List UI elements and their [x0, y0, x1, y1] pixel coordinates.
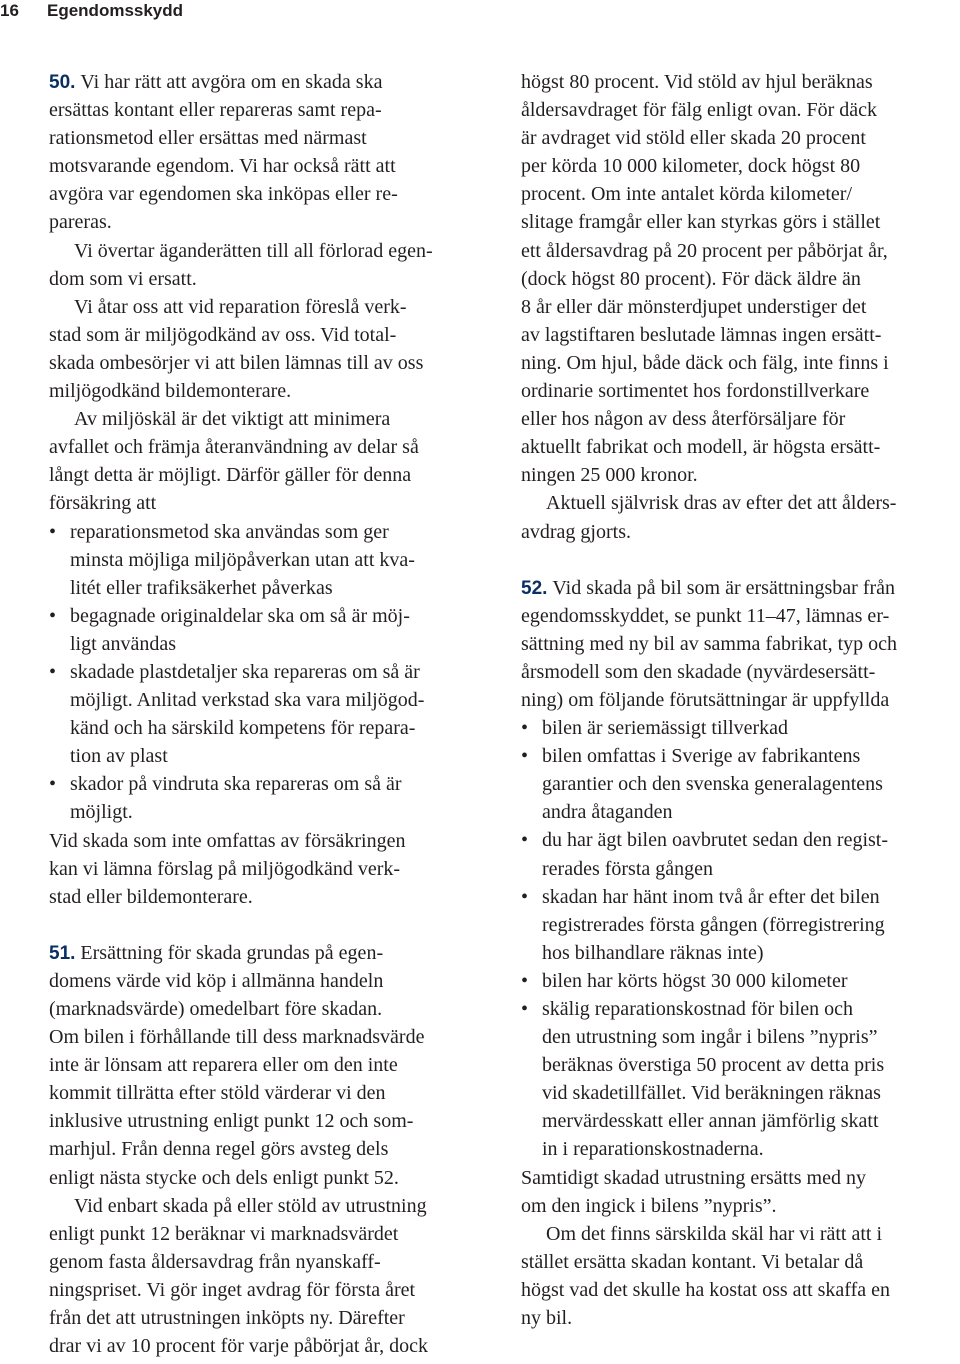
bullet-item: [521, 826, 958, 854]
line-text: bilen har körts högst 30 000 kilometer: [542, 969, 848, 992]
line-text: enligt punkt 12 beräknar vi marknadsvärdet: [49, 1222, 399, 1245]
bullet-item: [521, 995, 958, 1023]
line-text: ningspriset. Vi gör inget avdrag för första året: [49, 1278, 416, 1301]
line-text: litét eller trafiksäkerhet påverkas: [70, 576, 333, 599]
line-text: procent. Om inte antalet körda kilometer/: [521, 183, 852, 206]
text-line: [49, 68, 497, 96]
text-line: [521, 602, 958, 630]
text-line: [49, 1023, 497, 1051]
text-line: [49, 152, 497, 180]
line-text: genom fasta åldersavdrag från nyanskaff-: [49, 1250, 381, 1273]
line-text: skadade plastdetaljer ska repareras om så är: [70, 660, 420, 683]
line-text: Samtidigt skadad utrustning ersätts med ny: [521, 1166, 866, 1189]
line-text: bilen är seriemässigt tillverkad: [542, 717, 789, 740]
line-text: stad som är miljögodkänd av oss. Vid total-: [49, 323, 397, 346]
text-line: [521, 686, 958, 714]
text-line: [521, 1248, 958, 1276]
bullet-continuation-line: [521, 770, 958, 798]
paragraph-first-line: [521, 1220, 958, 1248]
line-text: avfallet och främja återanvändning av delar så: [49, 436, 419, 459]
text-line: [49, 124, 497, 152]
line-text: sättning med ny bil av samma fabrikat, typ och: [521, 632, 898, 655]
text-line: [49, 489, 497, 517]
bullet-item: [49, 602, 497, 630]
line-text: rerades första gången: [542, 857, 714, 880]
line-text: kommit tillrätta efter stöld värderar vi den: [49, 1082, 386, 1105]
line-text: högst 80 procent. Vid stöld av hjul beräknas: [521, 71, 873, 93]
text-line: [49, 96, 497, 124]
line-text: ning. Om hjul, både däck och fälg, inte finns i: [521, 351, 889, 374]
line-text: möjligt. Anlitad verkstad ska vara miljögod-: [70, 689, 425, 712]
line-text: om den ingick i bilens ”nypris”.: [521, 1194, 777, 1217]
line-text: Vi har rätt att avgöra om en skada ska: [80, 71, 383, 93]
text-line: [521, 96, 958, 124]
text-line: [49, 349, 497, 377]
text-line: [49, 1304, 497, 1332]
line-text: försäkring att: [49, 492, 157, 515]
line-text: Om det finns särskilda skäl har vi rätt att i: [546, 1222, 883, 1245]
left-text-column: [49, 68, 497, 1360]
line-text: möjligt.: [70, 801, 133, 824]
bullet-continuation-line: [521, 911, 958, 939]
paragraph-first-line: [521, 489, 958, 517]
page-number: 16: [0, 1, 19, 20]
line-text: Vid enbart skada på eller stöld av utrustning: [74, 1194, 427, 1217]
line-text: från det att utrustningen inköpts ny. Därefter: [49, 1307, 405, 1330]
text-line: [49, 321, 497, 349]
text-line: [521, 574, 958, 602]
text-line: [49, 967, 497, 995]
bullet-continuation-line: [521, 1079, 958, 1107]
line-text: av lagstiftaren beslutade lämnas ingen ersätt-: [521, 323, 882, 346]
bullet-item: [49, 658, 497, 686]
line-text: ningen 25 000 kronor.: [521, 464, 698, 487]
line-text: Vid skada på bil som är ersättningsbar från: [552, 576, 896, 599]
text-line: [521, 658, 958, 686]
text-line: [49, 433, 497, 461]
text-line: [521, 321, 958, 349]
line-text: Om bilen i förhållande till dess marknadsvärde: [49, 1026, 425, 1049]
bullet-continuation-line: [49, 574, 497, 602]
line-text: in i reparationskostnaderna.: [542, 1138, 764, 1161]
clause-number: 52.: [521, 577, 548, 599]
text-line: [521, 265, 958, 293]
line-text: slitage framgår eller kan styrkas görs i stället: [521, 211, 881, 234]
bullet-continuation-line: [49, 546, 497, 574]
text-line: [521, 180, 958, 208]
text-line: [49, 827, 497, 855]
line-text: (dock högst 80 procent). För däck äldre än: [521, 267, 861, 290]
bullet-item: [521, 967, 958, 995]
text-line: [49, 1276, 497, 1304]
bullet-continuation-line: [49, 742, 497, 770]
line-text: skada ombesörjer vi att bilen lämnas till av oss: [49, 351, 424, 374]
line-text: drar vi av 10 procent för varje påbörjat år, dock: [49, 1335, 429, 1358]
bullet-item: [49, 518, 497, 546]
section-spacer: [521, 546, 958, 574]
text-line: [521, 68, 958, 96]
paragraph-first-line: [49, 293, 497, 321]
line-text: 8 år eller där mönsterdjupet understiger det: [521, 295, 867, 318]
line-text: ligt användas: [70, 632, 177, 655]
text-line: [521, 1276, 958, 1304]
text-line: [49, 1107, 497, 1135]
text-line: [521, 208, 958, 236]
line-text: egendomsskyddet, se punkt 11–47, lämnas er-: [521, 604, 890, 627]
text-line: [521, 1304, 958, 1332]
line-text: Vid skada som inte omfattas av försäkringen: [49, 829, 406, 852]
paragraph-first-line: [49, 237, 497, 265]
text-line: [521, 433, 958, 461]
bullet-continuation-line: [521, 1023, 958, 1051]
text-line: [49, 1079, 497, 1107]
line-text: ny bil.: [521, 1307, 573, 1330]
bullet-continuation-line: [521, 1135, 958, 1163]
line-text: avdrag gjorts.: [521, 520, 631, 543]
line-text: tion av plast: [70, 745, 168, 768]
line-text: mervärdesskatt eller annan jämförlig skatt: [542, 1110, 879, 1133]
bullet-continuation-line: [49, 714, 497, 742]
line-text: registrerades första gången (förregistrering: [542, 913, 885, 936]
bullet-item: [521, 742, 958, 770]
text-line: [49, 265, 497, 293]
line-text: aktuellt fabrikat och modell, är högsta ersätt-: [521, 436, 881, 459]
section-title: Egendomsskydd: [47, 1, 184, 20]
text-line: [49, 939, 497, 967]
line-text: motsvarande egendom. Vi har också rätt att: [49, 155, 396, 178]
line-text: den utrustning som ingår i bilens ”nypris”: [542, 1026, 878, 1049]
bullet-continuation-line: [49, 630, 497, 658]
line-text: vid skadetillfället. Vid beräkningen räknas: [542, 1082, 881, 1105]
paragraph-first-line: [49, 1192, 497, 1220]
line-text: domens värde vid köp i allmänna handeln: [49, 969, 384, 992]
text-line: [521, 152, 958, 180]
text-line: [521, 349, 958, 377]
line-text: skälig reparationskostnad för bilen och: [542, 998, 854, 1020]
line-text: långt detta är möjligt. Därför gäller för denna: [49, 464, 412, 487]
line-text: skadan har hänt inom två år efter det bilen: [542, 885, 880, 908]
right-text-column: [521, 68, 958, 1332]
bullet-continuation-line: [521, 1051, 958, 1079]
paragraph-first-line: [49, 405, 497, 433]
line-text: skador på vindruta ska repareras om så är: [70, 773, 402, 796]
line-text: eller hos någon av dess återförsäljare för: [521, 408, 846, 431]
clause-number: 51.: [49, 942, 76, 964]
line-text: hos bilhandlare räknas inte): [542, 941, 764, 964]
line-text: stället ersätta skadan kontant. Vi betalar då: [521, 1250, 864, 1273]
line-text: begagnade originaldelar ska om så är möj-: [70, 604, 410, 627]
line-text: ordinarie sortimentet hos fordonstillverkare: [521, 380, 870, 403]
line-text: inklusive utrustning enligt punkt 12 och som-: [49, 1110, 414, 1133]
bullet-item: [521, 714, 958, 742]
text-line: [49, 1332, 497, 1360]
text-line: [521, 293, 958, 321]
line-text: rationsmetod eller ersättas med närmast: [49, 127, 367, 150]
bullet-continuation-line: [521, 798, 958, 826]
text-line: [521, 124, 958, 152]
bullet-continuation-line: [49, 798, 497, 826]
bullet-item: [49, 770, 497, 798]
text-line: [49, 1051, 497, 1079]
text-line: [521, 237, 958, 265]
bullet-continuation-line: [521, 855, 958, 883]
text-line: [521, 1164, 958, 1192]
text-line: [49, 855, 497, 883]
line-text: reparationsmetod ska användas som ger: [70, 520, 389, 543]
line-text: bilen omfattas i Sverige av fabrikantens: [542, 745, 861, 768]
line-text: Vi åtar oss att vid reparation föreslå verk-: [74, 295, 407, 318]
text-line: [49, 1135, 497, 1163]
line-text: du har ägt bilen oavbrutet sedan den regist-: [542, 829, 888, 852]
text-line: [521, 1192, 958, 1220]
line-text: miljögodkänd bildemonterare.: [49, 380, 292, 403]
line-text: högst vad det skulle ha kostat oss att skaffa en: [521, 1278, 891, 1301]
text-line: [521, 461, 958, 489]
text-line: [49, 461, 497, 489]
text-line: [49, 1248, 497, 1276]
text-line: [521, 377, 958, 405]
line-text: andra åtaganden: [542, 801, 673, 824]
line-text: Ersättning för skada grundas på egen-: [80, 941, 384, 964]
line-text: årsmodell som den skadade (nyvärdesersätt-: [521, 660, 876, 683]
line-text: är avdraget vid stöld eller skada 20 procent: [521, 127, 866, 150]
text-line: [49, 377, 497, 405]
line-text: beräknas överstiga 50 procent av detta pris: [542, 1054, 885, 1077]
line-text: Vi övertar äganderätten till all förlorad egen-: [74, 239, 433, 262]
line-text: kan vi lämna förslag på miljögodkänd verk-: [49, 857, 401, 880]
line-text: marhjul. Från denna regel görs avsteg dels: [49, 1138, 389, 1161]
line-text: Aktuell självrisk dras av efter det att ålders-: [546, 492, 897, 515]
text-line: [521, 405, 958, 433]
line-text: stad eller bildemonterare.: [49, 885, 253, 908]
text-line: [521, 630, 958, 658]
line-text: (marknadsvärde) omedelbart före skadan.: [49, 998, 383, 1020]
text-line: [49, 883, 497, 911]
line-text: känd och ha särskild kompetens för repara-: [70, 717, 416, 740]
line-text: dom som vi ersatt.: [49, 267, 197, 290]
line-text: enligt nästa stycke och dels enligt punkt 52.: [49, 1166, 399, 1189]
line-text: avgöra var egendomen ska inköpas eller re-: [49, 183, 398, 206]
text-line: [49, 208, 497, 236]
text-line: [49, 1220, 497, 1248]
line-text: garantier och den svenska generalagentens: [542, 773, 883, 796]
bullet-item: [521, 883, 958, 911]
bullet-continuation-line: [521, 1107, 958, 1135]
line-text: Av miljöskäl är det viktigt att minimera: [74, 408, 391, 431]
text-line: [49, 1164, 497, 1192]
section-spacer: [49, 911, 497, 939]
line-text: minsta möjliga miljöpåverkan utan att kva-: [70, 548, 415, 571]
clause-number: 50.: [49, 72, 76, 93]
line-text: pareras.: [49, 211, 112, 234]
line-text: inte är lönsam att reparera eller om den inte: [49, 1054, 398, 1077]
bullet-continuation-line: [49, 686, 497, 714]
line-text: åldersavdraget för fälg enligt ovan. För däck: [521, 99, 877, 122]
line-text: ett åldersavdrag på 20 procent per påbörjat år,: [521, 239, 888, 262]
text-line: [521, 518, 958, 546]
text-line: [49, 180, 497, 208]
line-text: per körda 10 000 kilometer, dock högst 80: [521, 155, 861, 178]
bullet-continuation-line: [521, 939, 958, 967]
line-text: ning) om följande förutsättningar är uppfyllda: [521, 688, 890, 711]
line-text: ersättas kontant eller repareras samt repa-: [49, 99, 382, 122]
text-line: [49, 995, 497, 1023]
